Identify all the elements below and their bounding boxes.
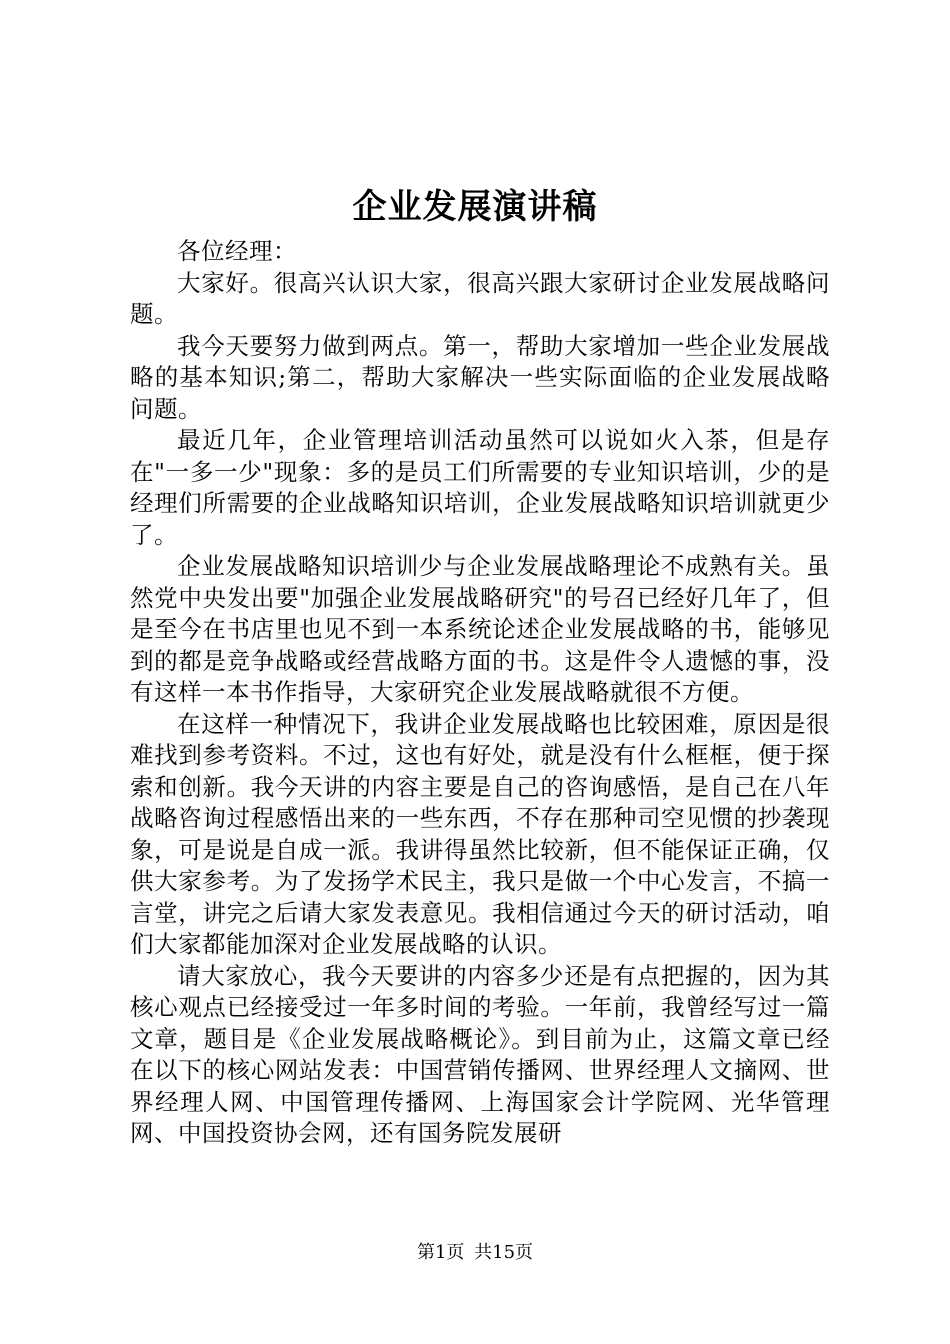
page-total: 共15页 — [474, 1242, 534, 1263]
paragraph: 最近几年，企业管理培训活动虽然可以说如火入茶，但是存在"一多一少"现象：多的是员工们所需要的专业知识培训，少的是经理们所需要的企业战略知识培训，企业发展战略知识培训就更少了。 — [130, 426, 830, 549]
paragraph: 请大家放心，我今天要讲的内容多少还是有点把握的，因为其核心观点已经接受过一年多时间的考验。一年前，我曾经写过一篇文章，题目是《企业发展战略概论》。到目前为止，这篇文章已经在以下的核心网站发表：中国营销传播网、世界经理人文摘网、世界经理人网、中国管理传播网、上海国家会计学院网、光华管理网、中国投资协会网，还有国务院发展研 — [130, 961, 830, 1147]
document-body — [130, 236, 830, 1150]
paragraph: 我今天要努力做到两点。第一，帮助大家增加一些企业发展战略的基本知识;第二，帮助大家解决一些实际面临的企业发展战略问题。 — [130, 331, 830, 423]
page-footer — [0, 1240, 950, 1266]
page-number: 第1页 — [416, 1242, 465, 1263]
paragraph: 大家好。很高兴认识大家，很高兴跟大家研讨企业发展战略问题。 — [130, 268, 830, 328]
paragraph-salutation: 各位经理： — [177, 237, 297, 265]
document-title: 企业发展演讲稿 — [352, 187, 598, 227]
paragraph: 企业发展战略知识培训少与企业发展战略理论不成熟有关。虽然党中央发出要"加强企业发展战略研究"的号召已经好几年了，但是至今在书店里也见不到一本系统论述企业发展战略的书，能够见到的都是竞争战略或经营战略方面的书。这是件令人遗憾的事，没有这样一本书作指导，大家研究企业发展战略就很不方便。 — [130, 552, 830, 706]
paragraph: 在这样一种情况下，我讲企业发展战略也比较困难，原因是很难找到参考资料。不过，这也有好处，就是没有什么框框，便于探索和创新。我今天讲的内容主要是自己的咨询感悟，是自己在八年战略咨询过程感悟出来的一些东西，不存在那种司空见惯的抄袭现象，可是说是自成一派。我讲得虽然比较新，但不能保证正确，仅供大家参考。为了发扬学术民主，我只是做一个中心发言，不搞一言堂，讲完之后请大家发表意见。我相信通过今天的研讨活动，咱们大家都能加深对企业发展战略的认识。 — [130, 709, 830, 958]
